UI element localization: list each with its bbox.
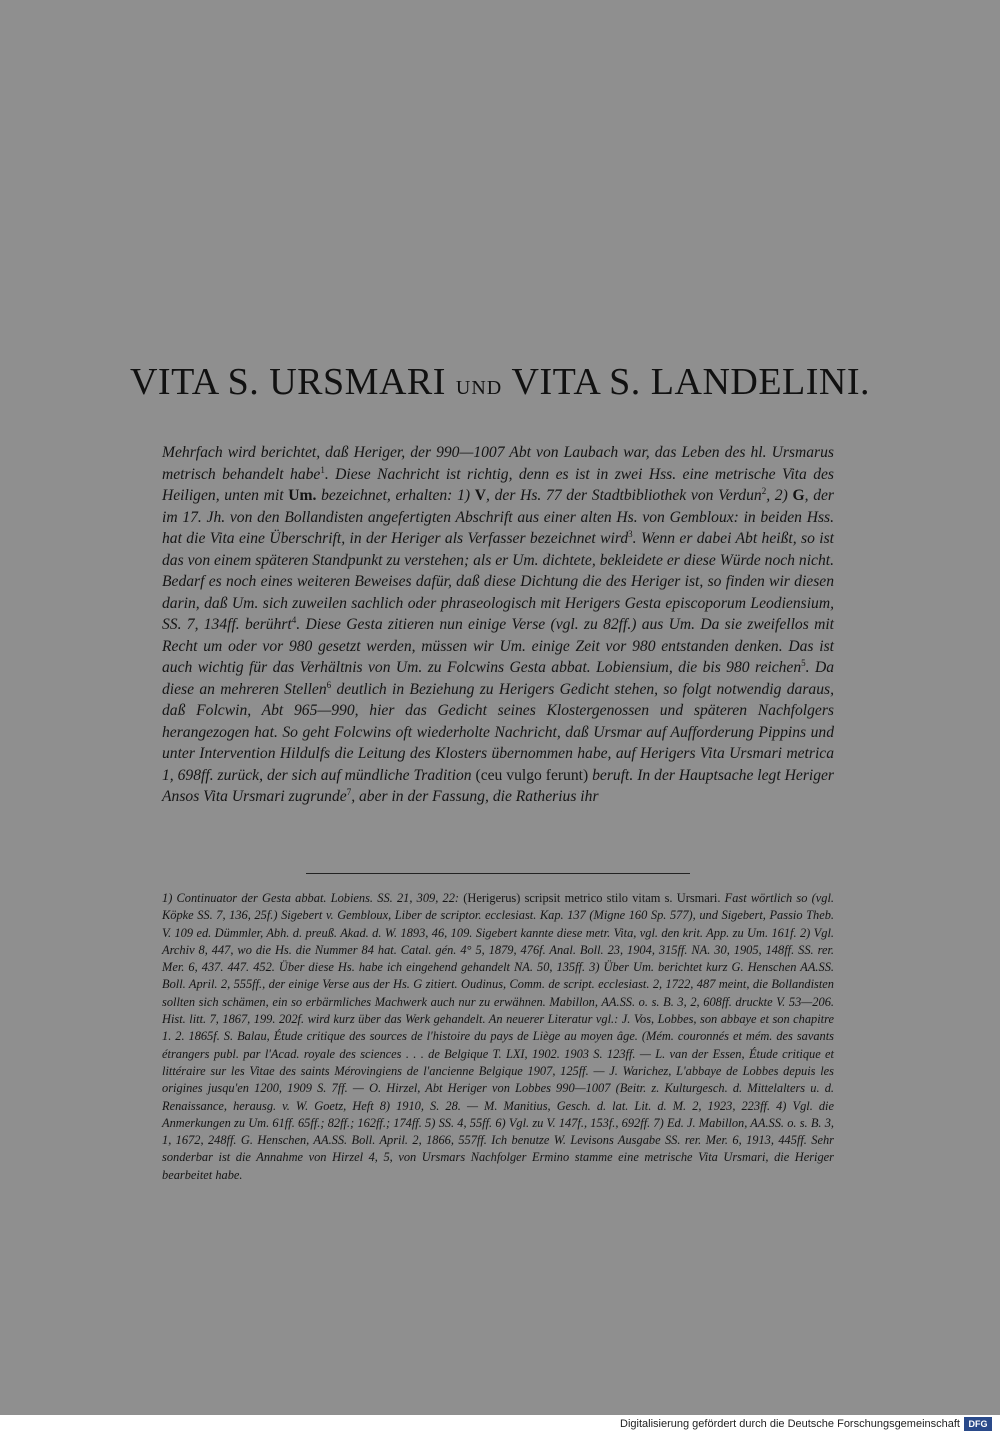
body-run: , der im 17. Jh. von den Bollandisten angefertigten Abschrift aus einer alten Hs. von Gembloux: in beiden Hss. hat die Vita eine Überschrift, in der Heriger als Verfasser bezeichnet wird: [162, 487, 835, 547]
footnote-marker: 5: [801, 657, 806, 668]
footnote-divider: [306, 873, 690, 874]
body-run: . Wenn er dabei Abt heißt, so ist das von einem späteren Standpunkt zu verstehen; als er Um. dichtete, bekleidete er diese Würde noch nicht. Bedarf es noch eines weiteren Beweises dafür, daß diese Dichtung die des Heriger ist, so finden wir diesen darin, daß Um. sich zuweilen sachlich oder phraseologisch mit Herigers Gesta episcoporum Leodiensium, SS. 7, 134ff. berührt: [162, 530, 834, 633]
footnote-marker: 3: [628, 528, 633, 539]
latin-quote: (ceu vulgo ferunt): [475, 766, 589, 784]
footnote-marker: 1: [320, 464, 325, 475]
body-run: , der Hs. 77 der Stadtbibliothek von Verdun: [486, 487, 762, 504]
title-und: UND: [455, 377, 503, 399]
body-run: Mehrfach wird berichtet, daß Heriger, der 990—1007 Abt von Laubach war, das Leben des hl. Ursmarus metrisch behandelt habe: [162, 444, 834, 483]
title-part-2: VITA S. LANDELINI.: [502, 361, 871, 403]
footnote-run: 1) Continuator der Gesta abbat. Lobiens. SS. 21, 309, 22:: [162, 891, 464, 905]
footer-credit: Digitalisierung gefördert durch die Deutsche Forschungsgemeinschaft: [620, 1418, 960, 1430]
title-part-1: VITA S. URSMARI: [129, 361, 456, 403]
footnote-marker: 2: [761, 485, 767, 496]
body-run: . Diese Gesta zitieren nun einige Verse (vgl. zu 82ff.) aus Um. Da sie zweifellos mit Recht um oder vor 980 gesetzt werden, müssen wir Um. einige Zeit vor 980 entstanden denken. Das ist auch wichtig für das Verhältnis von Um. zu Folcwins Gesta abbat. Lobiensium, die bis 980 reichen: [162, 616, 834, 676]
footnote-quote: (Herigerus) scripsit metrico stilo vitam s. Ursmari.: [463, 891, 721, 905]
footer-bar: [0, 1415, 1000, 1434]
siglum-v: V: [474, 487, 487, 504]
body-run: beruft. In der Hauptsache legt Heriger Ansos Vita Ursmari zugrunde: [162, 766, 835, 805]
siglum-um: Um.: [288, 487, 317, 504]
body-run: deutlich in Beziehung zu Herigers Gedicht stehen, so folgt notwendig daraus, daß Folcwin, Abt 965—990, hier das Gedicht seines Klostergenossen und späteren Nachfolgers herangezogen hat. So geht Folcwins oft wiederholte Nachricht, daß Ursmar auf Aufforderung Pippins und unter Intervention Hildulfs die Leitung des Klosters übernommen habe, auf Herigers Vita Ursmari metrica 1, 698ff. zurück, der sich auf mündliche Tradition: [162, 680, 834, 784]
footnote-marker: 7: [346, 786, 352, 797]
body-run: . Da diese an mehreren Stellen: [162, 659, 835, 698]
body-text: [162, 442, 834, 808]
page-title: [0, 360, 1000, 404]
footnote-marker: 6: [326, 679, 332, 690]
footnotes: [162, 890, 834, 1184]
siglum-g: G: [792, 487, 805, 504]
body-run: , aber in der Fassung, die Ratherius ihr: [351, 788, 599, 805]
body-run: , 2): [766, 487, 793, 504]
body-run: . Diese Nachricht ist richtig, denn es ist in zwei Hss. eine metrische Vita des Heiligen, unten mit: [162, 465, 834, 504]
footnote-marker: 4: [291, 614, 297, 625]
footnote-run: Fast wörtlich so (vgl. Köpke SS. 7, 136, 25f.) Sigebert v. Gembloux, Liber de scriptor. ecclesiast. Kap. 137 (Migne 160 Sp. 577), und Sigebert, Passio Theb. V. 109 ed. Dümmler, Abh. d. preuß. Akad. d. W. 1893, 46, 109. Sigebert kannte diese metr. Vita, vgl. den krit. App. zu Um. 161f. 2) Vgl. Archiv 8, 447, wo die Hs. die Nummer 84 hat. Catal. gén. 4° 5, 1879, 476f. Anal. Boll. 23, 1904, 315ff. NA. 30, 1905, 148ff. SS. rer. Mer. 6, 437. 447. 452. Über diese Hs. habe ich eingehend gehandelt NA. 50, 135ff. 3) Über Um. berichtet kurz G. Henschen AA.SS. Boll. April. 2, 555ff., der einige Verse aus der Hs. G zitiert. Oudinus, Comm. de script. ecclesiast. 2, 1722, 487 meint, die Bollandisten sollten sich schämen, ein so erbärmliches Machwerk auch nur zu erwähnen. Mabillon, AA.SS. o. s. B. 3, 2, 608ff. druckte V. 53—206. Hist. litt. 7, 1867, 199. 202f. wird kurz über das Werk gehandelt. An neuerer Literatur vgl.: J. Vos, Lobbes, son abbaye et son chapitre 1. 2. 1865f. S. Balau, Étude critique des sources de l'histoire du pays de Liège au moyen âge. (Mém. couronnés et mém. des savants étrangers publ. par l'Acad. royale des sciences . . . de Belgique T. LXI, 1902. 1903 S. 123ff. — L. van der Essen, Étude critique et littéraire sur les Vitae des saints Mérovingiens de l'ancienne Belgique 1907, 125ff. — J. Warichez, L'abbaye de Lobbes depuis les origines jusqu'en 1200, 1909 S. 7ff. — O. Hirzel, Abt Heriger von Lobbes 990—1007 (Beitr. z. Kulturgesch. d. Mittelalters u. d. Renaissance, herausg. v. W. Goetz, Heft 8) 1910, S. 28. — M. Manitius, Gesch. d. lat. Lit. d. M. 2, 1923, 223ff. 4) Vgl. die Anmerkungen zu Um. 61ff. 65ff.; 82ff.; 162ff.; 174ff. 5) SS. 4, 55ff. 6) Vgl. zu V. 147f., 153f., 692ff. 7) Ed. J. Mabillon, AA.SS. o. s. B. 3, 1, 1672, 248ff. G. Henschen, AA.SS. Boll. April. 2, 1866, 557ff. Ich benutze W. Levisons Ausgabe SS. rer. Mer. 6, 1913, 445ff. Sehr sonderbar ist die Annahme von Hirzel 4, 5, von Ursmars Nachfolger Ermino stamme eine metrische Vita Ursmari, die Heriger bearbeitet habe.: [162, 891, 834, 1182]
body-run: bezeichnet, erhalten: 1): [316, 487, 475, 504]
dfg-logo-icon: DFG: [964, 1417, 992, 1431]
